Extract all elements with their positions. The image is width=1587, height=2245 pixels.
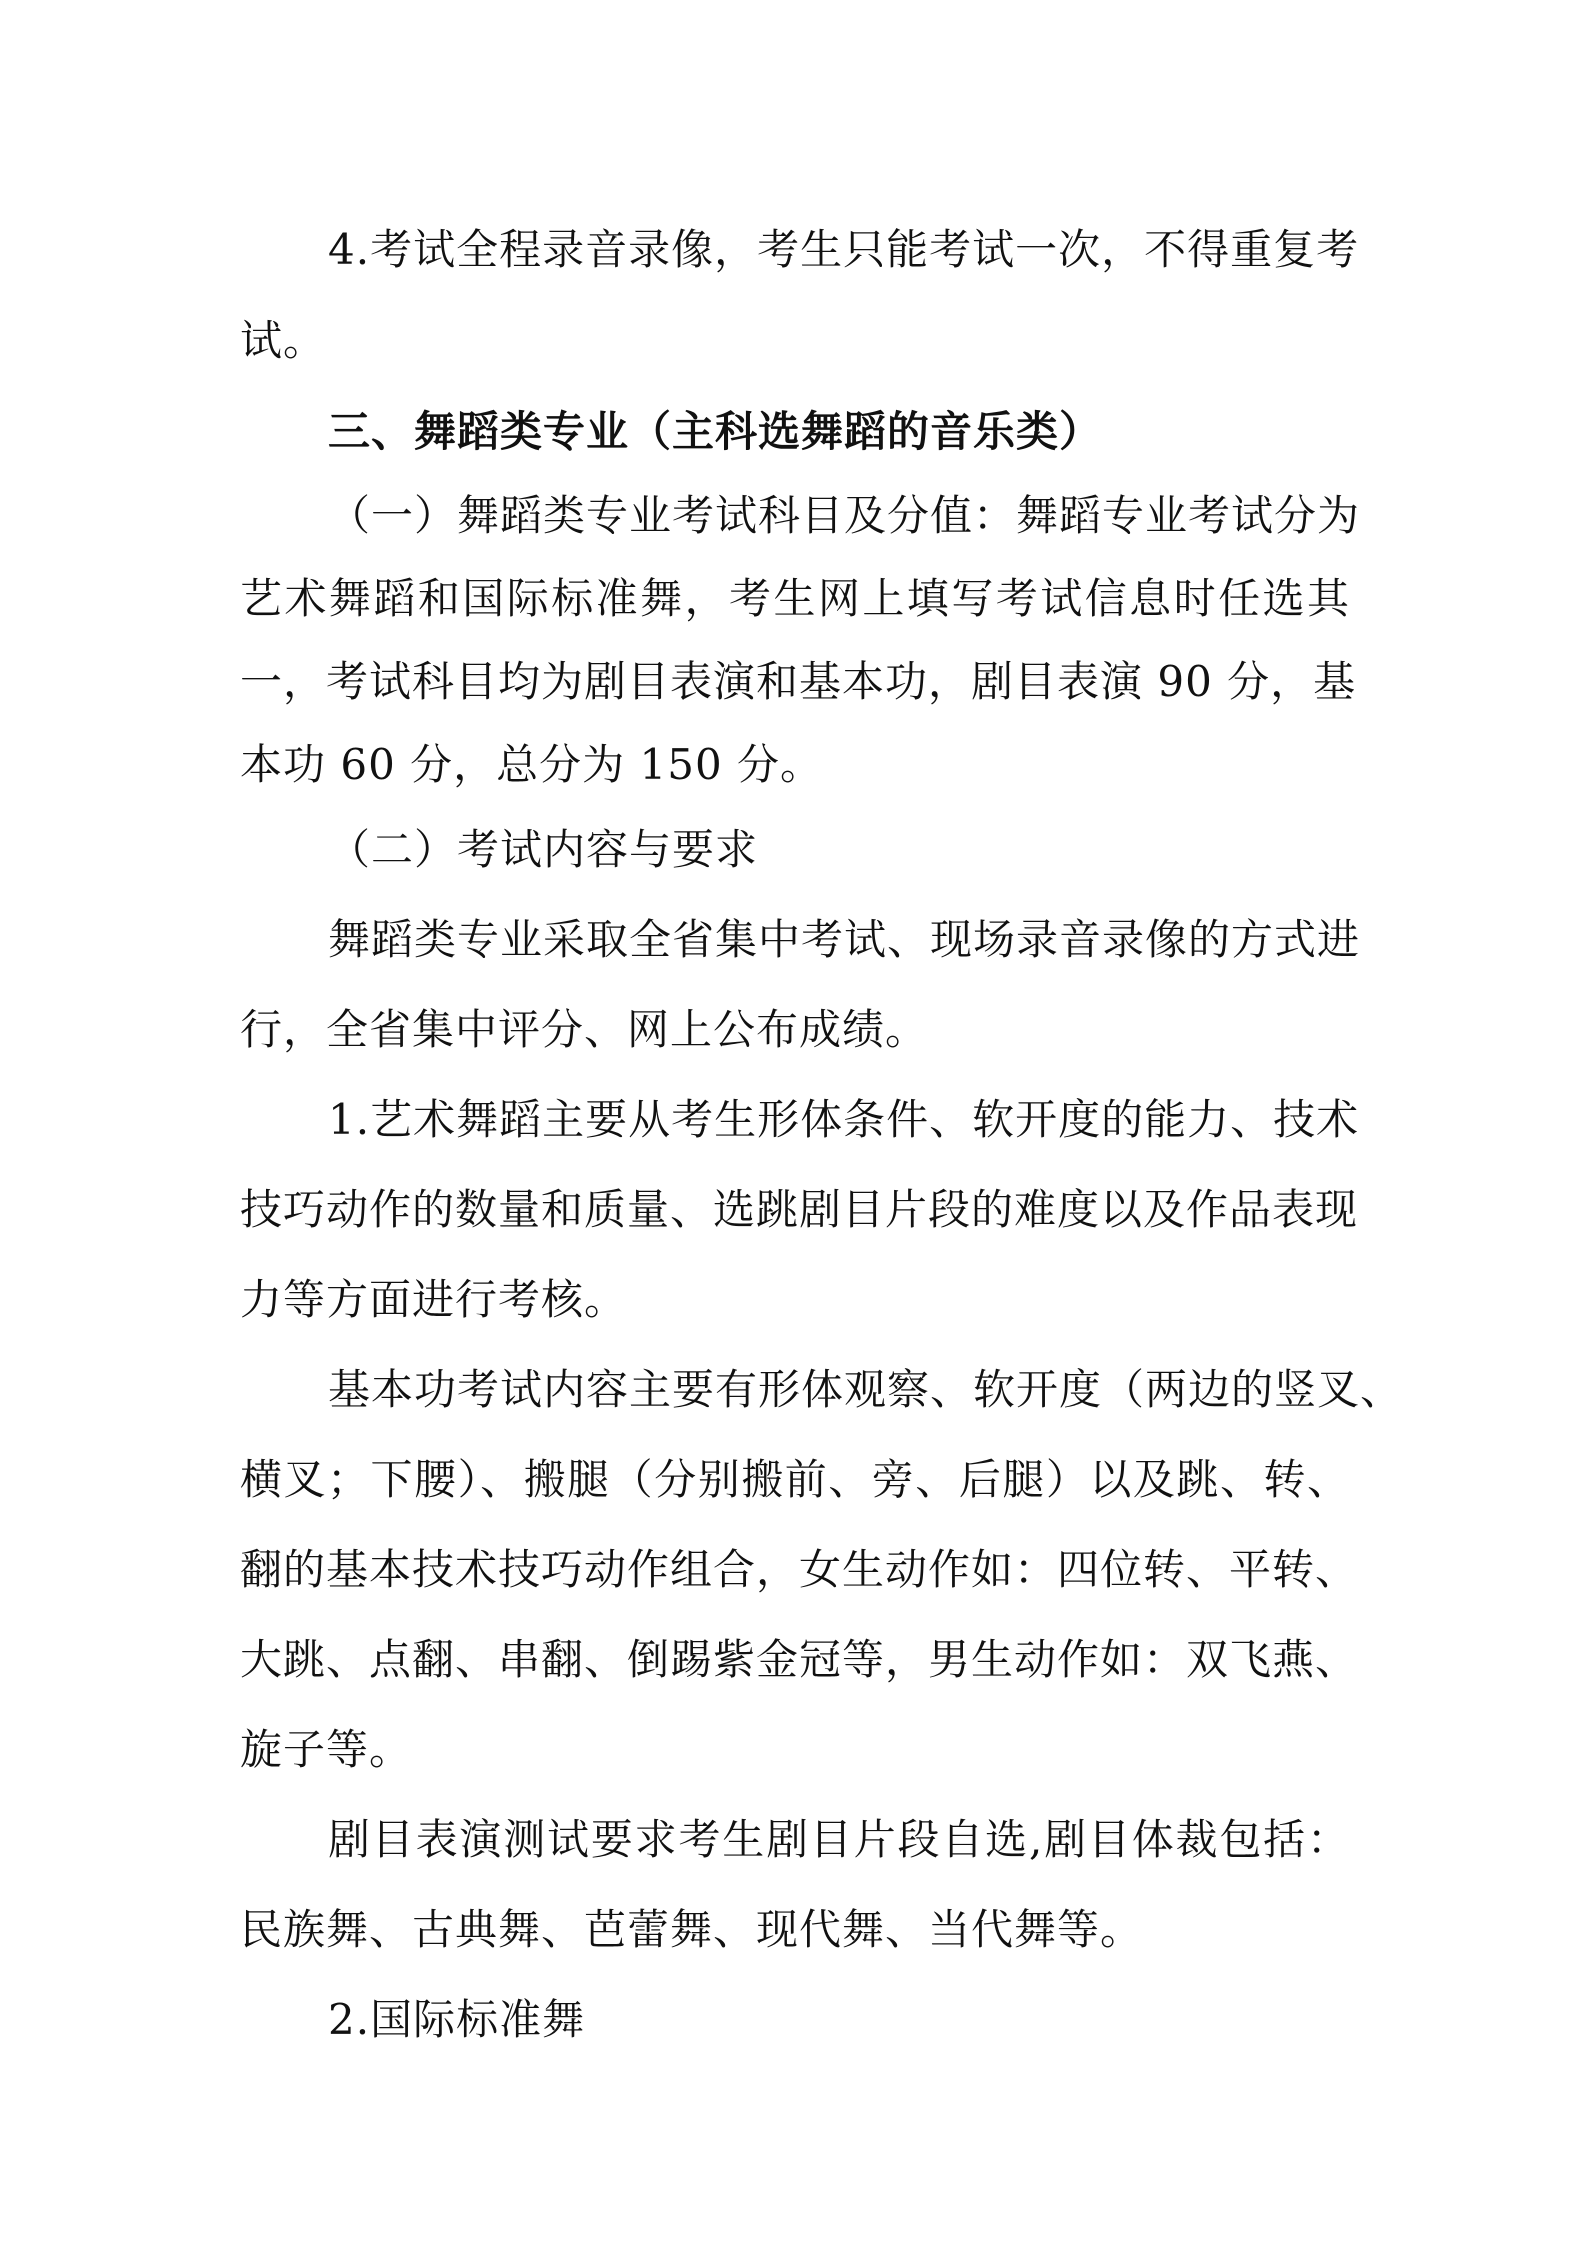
paragraph-line: 艺术舞蹈和国际标准舞，考生网上填写考试信息时任选其: [240, 574, 1350, 623]
subsection-heading: 2.国际标准舞: [328, 1995, 586, 2044]
paragraph-line: 剧目表演测试要求考生剧目片段自选,剧目体裁包括：: [328, 1815, 1350, 1864]
paragraph-line: 1.艺术舞蹈主要从考生形体条件、软开度的能力、技术: [328, 1095, 1360, 1144]
paragraph-line: 试。: [240, 316, 327, 365]
paragraph-line: （一）舞蹈类专业考试科目及分值：舞蹈专业考试分为: [328, 491, 1361, 540]
paragraph-line: 民族舞、古典舞、芭蕾舞、现代舞、当代舞等。: [240, 1905, 1144, 1954]
paragraph-line: 本功 60 分，总分为 150 分。: [240, 740, 824, 789]
paragraph-line: 基本功考试内容主要有形体观察、软开度（两边的竖叉、: [328, 1365, 1404, 1414]
paragraph-line: 技巧动作的数量和质量、选跳剧目片段的难度以及作品表现: [240, 1185, 1359, 1234]
paragraph-line: 舞蹈类专业采取全省集中考试、现场录音录像的方式进: [328, 915, 1361, 964]
paragraph-line: 横叉；下腰）、搬腿（分别搬前、旁、后腿）以及跳、转、: [240, 1455, 1350, 1504]
paragraph-line: 大跳、点翻、串翻、倒踢紫金冠等，男生动作如：双飞燕、: [240, 1635, 1359, 1684]
paragraph-line: 行，全省集中评分、网上公布成绩。: [240, 1005, 929, 1054]
paragraph-line: 翻的基本技术技巧动作组合，女生动作如：四位转、平转、: [240, 1545, 1359, 1594]
paragraph-line: 4.考试全程录音录像，考生只能考试一次，不得重复考: [328, 225, 1360, 274]
subsection-heading: （二）考试内容与要求: [328, 825, 759, 874]
paragraph-line: 旋子等。: [240, 1725, 413, 1774]
section-heading: 三、舞蹈类专业（主科选舞蹈的音乐类）: [328, 407, 1103, 456]
paragraph-line: 力等方面进行考核。: [240, 1275, 628, 1324]
paragraph-line: 一，考试科目均为剧目表演和基本功，剧目表演 90 分，基: [240, 657, 1357, 706]
